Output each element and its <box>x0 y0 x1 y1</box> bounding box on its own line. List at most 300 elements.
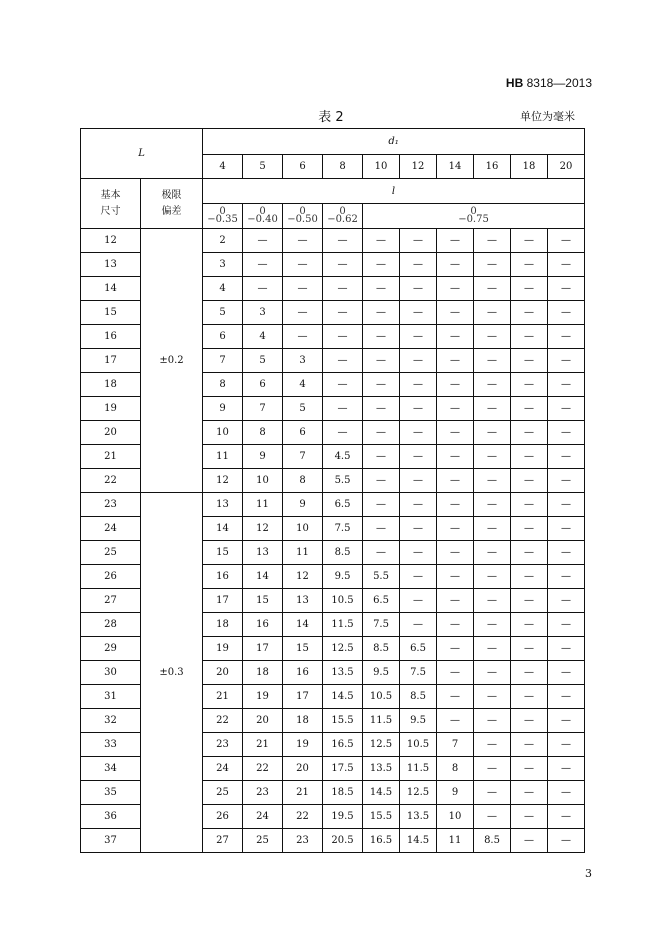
value-cell: — <box>437 637 474 661</box>
value-cell: — <box>400 325 437 349</box>
value-cell: 18 <box>283 709 323 733</box>
value-cell: — <box>474 493 511 517</box>
value-cell: — <box>400 421 437 445</box>
value-cell: — <box>437 253 474 277</box>
d-value-header: 18 <box>511 155 548 179</box>
basic-size-cell: 22 <box>81 469 141 493</box>
value-cell: 27 <box>203 829 243 853</box>
value-cell: — <box>400 301 437 325</box>
value-cell: — <box>363 517 400 541</box>
value-cell: 6 <box>243 373 283 397</box>
value-cell: 13 <box>203 493 243 517</box>
value-cell: — <box>474 277 511 301</box>
value-cell: — <box>323 397 363 421</box>
value-cell: 10.5 <box>363 685 400 709</box>
value-cell: 3 <box>243 301 283 325</box>
value-cell: — <box>400 253 437 277</box>
value-cell: 16 <box>243 613 283 637</box>
value-cell: — <box>511 301 548 325</box>
value-cell: — <box>548 541 585 565</box>
value-cell: — <box>283 277 323 301</box>
value-cell: — <box>548 325 585 349</box>
value-cell: — <box>437 685 474 709</box>
value-cell: — <box>363 469 400 493</box>
basic-size-cell: 24 <box>81 517 141 541</box>
value-cell: — <box>548 229 585 253</box>
value-cell: 16 <box>283 661 323 685</box>
value-cell: — <box>511 541 548 565</box>
value-cell: 24 <box>243 805 283 829</box>
value-cell: — <box>511 661 548 685</box>
value-cell: — <box>548 517 585 541</box>
value-cell: 9 <box>437 781 474 805</box>
value-cell: — <box>323 253 363 277</box>
value-cell: 4 <box>203 277 243 301</box>
value-cell: — <box>511 757 548 781</box>
value-cell: — <box>474 613 511 637</box>
value-cell: — <box>548 301 585 325</box>
value-cell: — <box>474 373 511 397</box>
value-cell: — <box>474 325 511 349</box>
value-cell: — <box>474 397 511 421</box>
unit-note: 单位为毫米 <box>520 110 575 123</box>
value-cell: 20 <box>283 757 323 781</box>
tolerance-cell: 0 −0.40 <box>243 204 283 229</box>
tolerance-cell: 0 −0.75 <box>363 204 585 229</box>
value-cell: 7 <box>203 349 243 373</box>
d-value-header: 4 <box>203 155 243 179</box>
value-cell: — <box>437 541 474 565</box>
value-cell: 10 <box>437 805 474 829</box>
value-cell: 5.5 <box>363 565 400 589</box>
table-body <box>81 129 585 853</box>
basic-size-cell: 17 <box>81 349 141 373</box>
value-cell: — <box>437 589 474 613</box>
value-cell: 17.5 <box>323 757 363 781</box>
value-cell: 25 <box>203 781 243 805</box>
value-cell: 15 <box>283 637 323 661</box>
value-cell: — <box>511 709 548 733</box>
value-cell: 8.5 <box>400 685 437 709</box>
basic-size-header: 基本 尺寸 <box>81 179 141 229</box>
value-cell: 8 <box>203 373 243 397</box>
value-cell: 9 <box>203 397 243 421</box>
value-cell: 13.5 <box>323 661 363 685</box>
basic-size-cell: 25 <box>81 541 141 565</box>
value-cell: — <box>437 709 474 733</box>
value-cell: — <box>437 565 474 589</box>
value-cell: — <box>437 613 474 637</box>
header-row-l <box>81 179 585 204</box>
value-cell: — <box>437 445 474 469</box>
value-cell: — <box>363 445 400 469</box>
value-cell: — <box>323 301 363 325</box>
value-cell: 6.5 <box>400 637 437 661</box>
deviation-cell: ±0.3 <box>141 493 203 853</box>
value-cell: 19 <box>283 733 323 757</box>
value-cell: — <box>400 445 437 469</box>
value-cell: — <box>243 253 283 277</box>
value-cell: 25 <box>243 829 283 853</box>
basic-size-cell: 36 <box>81 805 141 829</box>
value-cell: — <box>474 349 511 373</box>
value-cell: — <box>548 421 585 445</box>
value-cell: 8 <box>437 757 474 781</box>
value-cell: 10 <box>203 421 243 445</box>
value-cell: — <box>400 229 437 253</box>
value-cell: 13.5 <box>400 805 437 829</box>
basic-size-cell: 27 <box>81 589 141 613</box>
value-cell: 23 <box>203 733 243 757</box>
value-cell: — <box>511 805 548 829</box>
table-row <box>81 229 585 253</box>
value-cell: — <box>511 829 548 853</box>
value-cell: — <box>474 301 511 325</box>
value-cell: — <box>511 781 548 805</box>
value-cell: — <box>400 493 437 517</box>
value-cell: 8 <box>283 469 323 493</box>
value-cell: — <box>548 805 585 829</box>
value-cell: — <box>363 493 400 517</box>
value-cell: 9 <box>243 445 283 469</box>
value-cell: — <box>548 493 585 517</box>
value-cell: — <box>548 829 585 853</box>
value-cell: — <box>511 637 548 661</box>
value-cell: — <box>437 229 474 253</box>
value-cell: 6.5 <box>363 589 400 613</box>
value-cell: 5 <box>283 397 323 421</box>
value-cell: 18.5 <box>323 781 363 805</box>
value-cell: — <box>363 229 400 253</box>
value-cell: — <box>474 253 511 277</box>
value-cell: — <box>548 589 585 613</box>
value-cell: — <box>474 757 511 781</box>
value-cell: — <box>511 517 548 541</box>
value-cell: — <box>474 637 511 661</box>
value-cell: — <box>437 517 474 541</box>
value-cell: 15.5 <box>323 709 363 733</box>
basic-size-cell: 26 <box>81 565 141 589</box>
value-cell: — <box>548 781 585 805</box>
value-cell: 8.5 <box>323 541 363 565</box>
value-cell: 13 <box>283 589 323 613</box>
value-cell: — <box>548 565 585 589</box>
value-cell: — <box>548 373 585 397</box>
value-cell: — <box>548 613 585 637</box>
standard-number: 8318—2013 <box>526 76 592 90</box>
value-cell: 20.5 <box>323 829 363 853</box>
value-cell: 26 <box>203 805 243 829</box>
value-cell: — <box>511 613 548 637</box>
basic-size-cell: 20 <box>81 421 141 445</box>
deviation-header: 极限 偏差 <box>141 179 203 229</box>
value-cell: 18 <box>203 613 243 637</box>
value-cell: — <box>283 325 323 349</box>
value-cell: 16 <box>203 565 243 589</box>
value-cell: 24 <box>203 757 243 781</box>
value-cell: 19 <box>203 637 243 661</box>
value-cell: 9.5 <box>400 709 437 733</box>
value-cell: — <box>511 373 548 397</box>
value-cell: — <box>363 373 400 397</box>
value-cell: 21 <box>203 685 243 709</box>
value-cell: — <box>474 229 511 253</box>
value-cell: 20 <box>243 709 283 733</box>
value-cell: — <box>548 637 585 661</box>
value-cell: — <box>548 469 585 493</box>
value-cell: — <box>400 469 437 493</box>
table-title: 表 2 <box>318 110 344 125</box>
value-cell: 14 <box>243 565 283 589</box>
value-cell: 14.5 <box>363 781 400 805</box>
value-cell: 22 <box>243 757 283 781</box>
value-cell: 12.5 <box>400 781 437 805</box>
value-cell: — <box>363 277 400 301</box>
page-number: 3 <box>585 867 592 880</box>
value-cell: — <box>323 229 363 253</box>
basic-size-cell: 30 <box>81 661 141 685</box>
value-cell: 19 <box>243 685 283 709</box>
value-cell: — <box>400 541 437 565</box>
value-cell: — <box>548 397 585 421</box>
value-cell: 17 <box>283 685 323 709</box>
value-cell: — <box>323 325 363 349</box>
value-cell: — <box>323 373 363 397</box>
basic-size-cell: 28 <box>81 613 141 637</box>
value-cell: 10 <box>283 517 323 541</box>
value-cell: — <box>437 373 474 397</box>
value-cell: 14.5 <box>400 829 437 853</box>
value-cell: — <box>511 493 548 517</box>
basic-size-cell: 23 <box>81 493 141 517</box>
value-cell: — <box>437 469 474 493</box>
d-value-header: 5 <box>243 155 283 179</box>
value-cell: 12 <box>203 469 243 493</box>
value-cell: — <box>323 421 363 445</box>
value-cell: — <box>323 349 363 373</box>
value-cell: — <box>437 421 474 445</box>
value-cell: 17 <box>243 637 283 661</box>
value-cell: 5 <box>243 349 283 373</box>
value-cell: 13.5 <box>363 757 400 781</box>
value-cell: 7.5 <box>323 517 363 541</box>
value-cell: 2 <box>203 229 243 253</box>
value-cell: — <box>511 325 548 349</box>
d-value-header: 14 <box>437 155 474 179</box>
value-cell: — <box>548 661 585 685</box>
value-cell: — <box>474 469 511 493</box>
standard-code <box>506 76 592 90</box>
value-cell: — <box>511 349 548 373</box>
value-cell: 8.5 <box>363 637 400 661</box>
value-cell: — <box>474 685 511 709</box>
value-cell: — <box>511 685 548 709</box>
value-cell: — <box>243 229 283 253</box>
value-cell: 10.5 <box>400 733 437 757</box>
value-cell: 9 <box>283 493 323 517</box>
value-cell: 23 <box>283 829 323 853</box>
value-cell: — <box>548 253 585 277</box>
value-cell: 21 <box>243 733 283 757</box>
value-cell: 15 <box>243 589 283 613</box>
value-cell: 11 <box>437 829 474 853</box>
value-cell: — <box>437 397 474 421</box>
value-cell: 16.5 <box>323 733 363 757</box>
basic-size-cell: 12 <box>81 229 141 253</box>
value-cell: — <box>474 565 511 589</box>
basic-size-cell: 33 <box>81 733 141 757</box>
value-cell: 12.5 <box>323 637 363 661</box>
value-cell: — <box>437 301 474 325</box>
value-cell: 10 <box>243 469 283 493</box>
value-cell: — <box>400 349 437 373</box>
value-cell: — <box>363 301 400 325</box>
value-cell: — <box>437 325 474 349</box>
value-cell: 10.5 <box>323 589 363 613</box>
table-row <box>81 493 585 517</box>
value-cell: — <box>474 661 511 685</box>
value-cell: — <box>548 733 585 757</box>
value-cell: — <box>283 301 323 325</box>
value-cell: — <box>474 733 511 757</box>
value-cell: — <box>548 709 585 733</box>
value-cell: — <box>474 805 511 829</box>
tolerance-cell: 0 −0.35 <box>203 204 243 229</box>
value-cell: 23 <box>243 781 283 805</box>
value-cell: 11.5 <box>400 757 437 781</box>
value-cell: 11 <box>283 541 323 565</box>
value-cell: — <box>474 589 511 613</box>
tolerance-cell: 0 −0.62 <box>323 204 363 229</box>
value-cell: — <box>511 277 548 301</box>
value-cell: — <box>283 229 323 253</box>
value-cell: — <box>437 277 474 301</box>
d-value-header: 12 <box>400 155 437 179</box>
value-cell: 14.5 <box>323 685 363 709</box>
value-cell: — <box>511 469 548 493</box>
d-value-header: 16 <box>474 155 511 179</box>
value-cell: — <box>400 277 437 301</box>
value-cell: — <box>474 781 511 805</box>
basic-size-cell: 29 <box>81 637 141 661</box>
value-cell: — <box>511 421 548 445</box>
l-header: l <box>203 179 585 204</box>
value-cell: 6 <box>283 421 323 445</box>
value-cell: — <box>400 565 437 589</box>
basic-size-cell: 15 <box>81 301 141 325</box>
value-cell: 7.5 <box>400 661 437 685</box>
value-cell: — <box>283 253 323 277</box>
value-cell: — <box>511 589 548 613</box>
d-value-header: 6 <box>283 155 323 179</box>
d-value-header: 10 <box>363 155 400 179</box>
value-cell: — <box>511 229 548 253</box>
basic-size-cell: 34 <box>81 757 141 781</box>
value-cell: — <box>363 541 400 565</box>
value-cell: — <box>363 349 400 373</box>
value-cell: — <box>243 277 283 301</box>
value-cell: 6 <box>203 325 243 349</box>
value-cell: — <box>437 493 474 517</box>
value-cell: 15 <box>203 541 243 565</box>
value-cell: — <box>548 277 585 301</box>
value-cell: 6.5 <box>323 493 363 517</box>
value-cell: 12 <box>243 517 283 541</box>
value-cell: 7 <box>283 445 323 469</box>
value-cell: — <box>548 757 585 781</box>
value-cell: 17 <box>203 589 243 613</box>
value-cell: — <box>474 445 511 469</box>
value-cell: — <box>474 421 511 445</box>
value-cell: — <box>363 325 400 349</box>
value-cell: 14 <box>283 613 323 637</box>
basic-size-cell: 16 <box>81 325 141 349</box>
basic-size-cell: 21 <box>81 445 141 469</box>
tolerance-cell: 0 −0.50 <box>283 204 323 229</box>
value-cell: 13 <box>243 541 283 565</box>
d-value-header: 8 <box>323 155 363 179</box>
basic-size-cell: 19 <box>81 397 141 421</box>
value-cell: — <box>511 445 548 469</box>
value-cell: 11 <box>203 445 243 469</box>
value-cell: 4 <box>283 373 323 397</box>
standard-prefix: HB <box>505 76 524 90</box>
value-cell: — <box>400 589 437 613</box>
value-cell: 5.5 <box>323 469 363 493</box>
value-cell: 11.5 <box>323 613 363 637</box>
value-cell: — <box>400 397 437 421</box>
value-cell: 7 <box>243 397 283 421</box>
value-cell: 16.5 <box>363 829 400 853</box>
value-cell: — <box>363 397 400 421</box>
value-cell: 12 <box>283 565 323 589</box>
value-cell: 19.5 <box>323 805 363 829</box>
deviation-cell: ±0.2 <box>141 229 203 493</box>
value-cell: — <box>548 685 585 709</box>
L-header: L <box>81 129 203 179</box>
value-cell: 20 <box>203 661 243 685</box>
value-cell: 9.5 <box>323 565 363 589</box>
value-cell: — <box>400 373 437 397</box>
value-cell: — <box>511 253 548 277</box>
basic-size-cell: 32 <box>81 709 141 733</box>
value-cell: 3 <box>203 253 243 277</box>
value-cell: 22 <box>283 805 323 829</box>
value-cell: 22 <box>203 709 243 733</box>
value-cell: 9.5 <box>363 661 400 685</box>
value-cell: 21 <box>283 781 323 805</box>
value-cell: 15.5 <box>363 805 400 829</box>
value-cell: 12.5 <box>363 733 400 757</box>
value-cell: — <box>474 517 511 541</box>
value-cell: 18 <box>243 661 283 685</box>
value-cell: 8.5 <box>474 829 511 853</box>
value-cell: — <box>437 349 474 373</box>
value-cell: 11 <box>243 493 283 517</box>
header-row-d <box>81 129 585 155</box>
value-cell: — <box>548 349 585 373</box>
value-cell: 11.5 <box>363 709 400 733</box>
value-cell: — <box>323 277 363 301</box>
basic-size-cell: 31 <box>81 685 141 709</box>
value-cell: 7 <box>437 733 474 757</box>
value-cell: — <box>363 421 400 445</box>
value-cell: 3 <box>283 349 323 373</box>
value-cell: 8 <box>243 421 283 445</box>
basic-size-cell: 37 <box>81 829 141 853</box>
d1-header: d₁ <box>203 129 585 155</box>
value-cell: — <box>511 565 548 589</box>
